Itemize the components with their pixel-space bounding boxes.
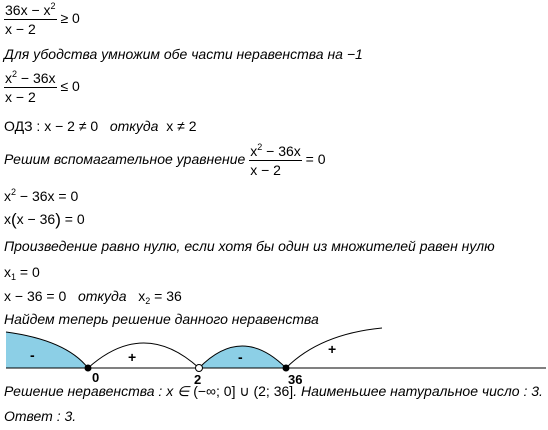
find-solution-heading: Найдем теперь решение данного неравенства xyxy=(4,311,319,327)
inequality-original xyxy=(4,2,80,37)
root-2: x − 36 = 0 откуда $x_2 = 36$ xyxy=(4,288,182,306)
fraction xyxy=(4,2,57,37)
sign-interval-1: - xyxy=(30,347,35,363)
equation-factored: x(x − 36) = 0 xyxy=(4,210,85,229)
note-multiply: Для убодства умножим обе части неравенства на −1 xyxy=(4,46,363,62)
denominator: x − 2 xyxy=(5,21,36,37)
product-rule: Произведение равно нулю, если хотя бы один из множителей равен нулю xyxy=(4,238,495,254)
inequality-transformed: $\frac{x^2 - 36x}{x - 2}$ ≤ 0 xyxy=(5,69,80,105)
fraction: $\frac{x^2 - 36x}{x - 2}$ xyxy=(5,69,56,105)
label-2: 2 xyxy=(194,372,202,386)
numerator: 36x − x xyxy=(5,2,51,18)
sign-interval-2: + xyxy=(128,349,137,365)
equation-expanded: $x^2 - 36x = 0$ xyxy=(4,187,79,204)
label-36: 36 xyxy=(288,372,303,386)
sign-interval-3: - xyxy=(238,349,243,365)
sign-interval-4: + xyxy=(328,341,337,357)
label-0: 0 xyxy=(92,370,100,385)
relation: ≥ 0 xyxy=(60,10,80,27)
aux-equation-line: Решим вспомагательное уравнение $\frac{x^2 - 36x}{x - 2}$ = 0 xyxy=(4,142,326,178)
number-line-diagram xyxy=(0,326,548,386)
point-2 xyxy=(196,365,203,372)
point-36 xyxy=(283,365,290,372)
exponent: 2 xyxy=(50,1,56,11)
solution-set: (−∞; 0] ∪ (2; 36] xyxy=(193,383,294,399)
solution-line: Решение неравенства : x ∈ (−∞; 0] ∪ (2; 36]. Наименьшее натуральное число : 3. xyxy=(4,383,543,399)
point-0 xyxy=(85,365,92,372)
arc-0-2 xyxy=(88,343,199,368)
root-1: $x_1 = 0$ xyxy=(4,264,40,282)
answer: Ответ : 3. xyxy=(4,408,77,424)
domain-line: ОДЗ : x − 2 ≠ 0 откуда x ≠ 2 xyxy=(4,118,197,134)
negative-region-left xyxy=(6,332,88,368)
